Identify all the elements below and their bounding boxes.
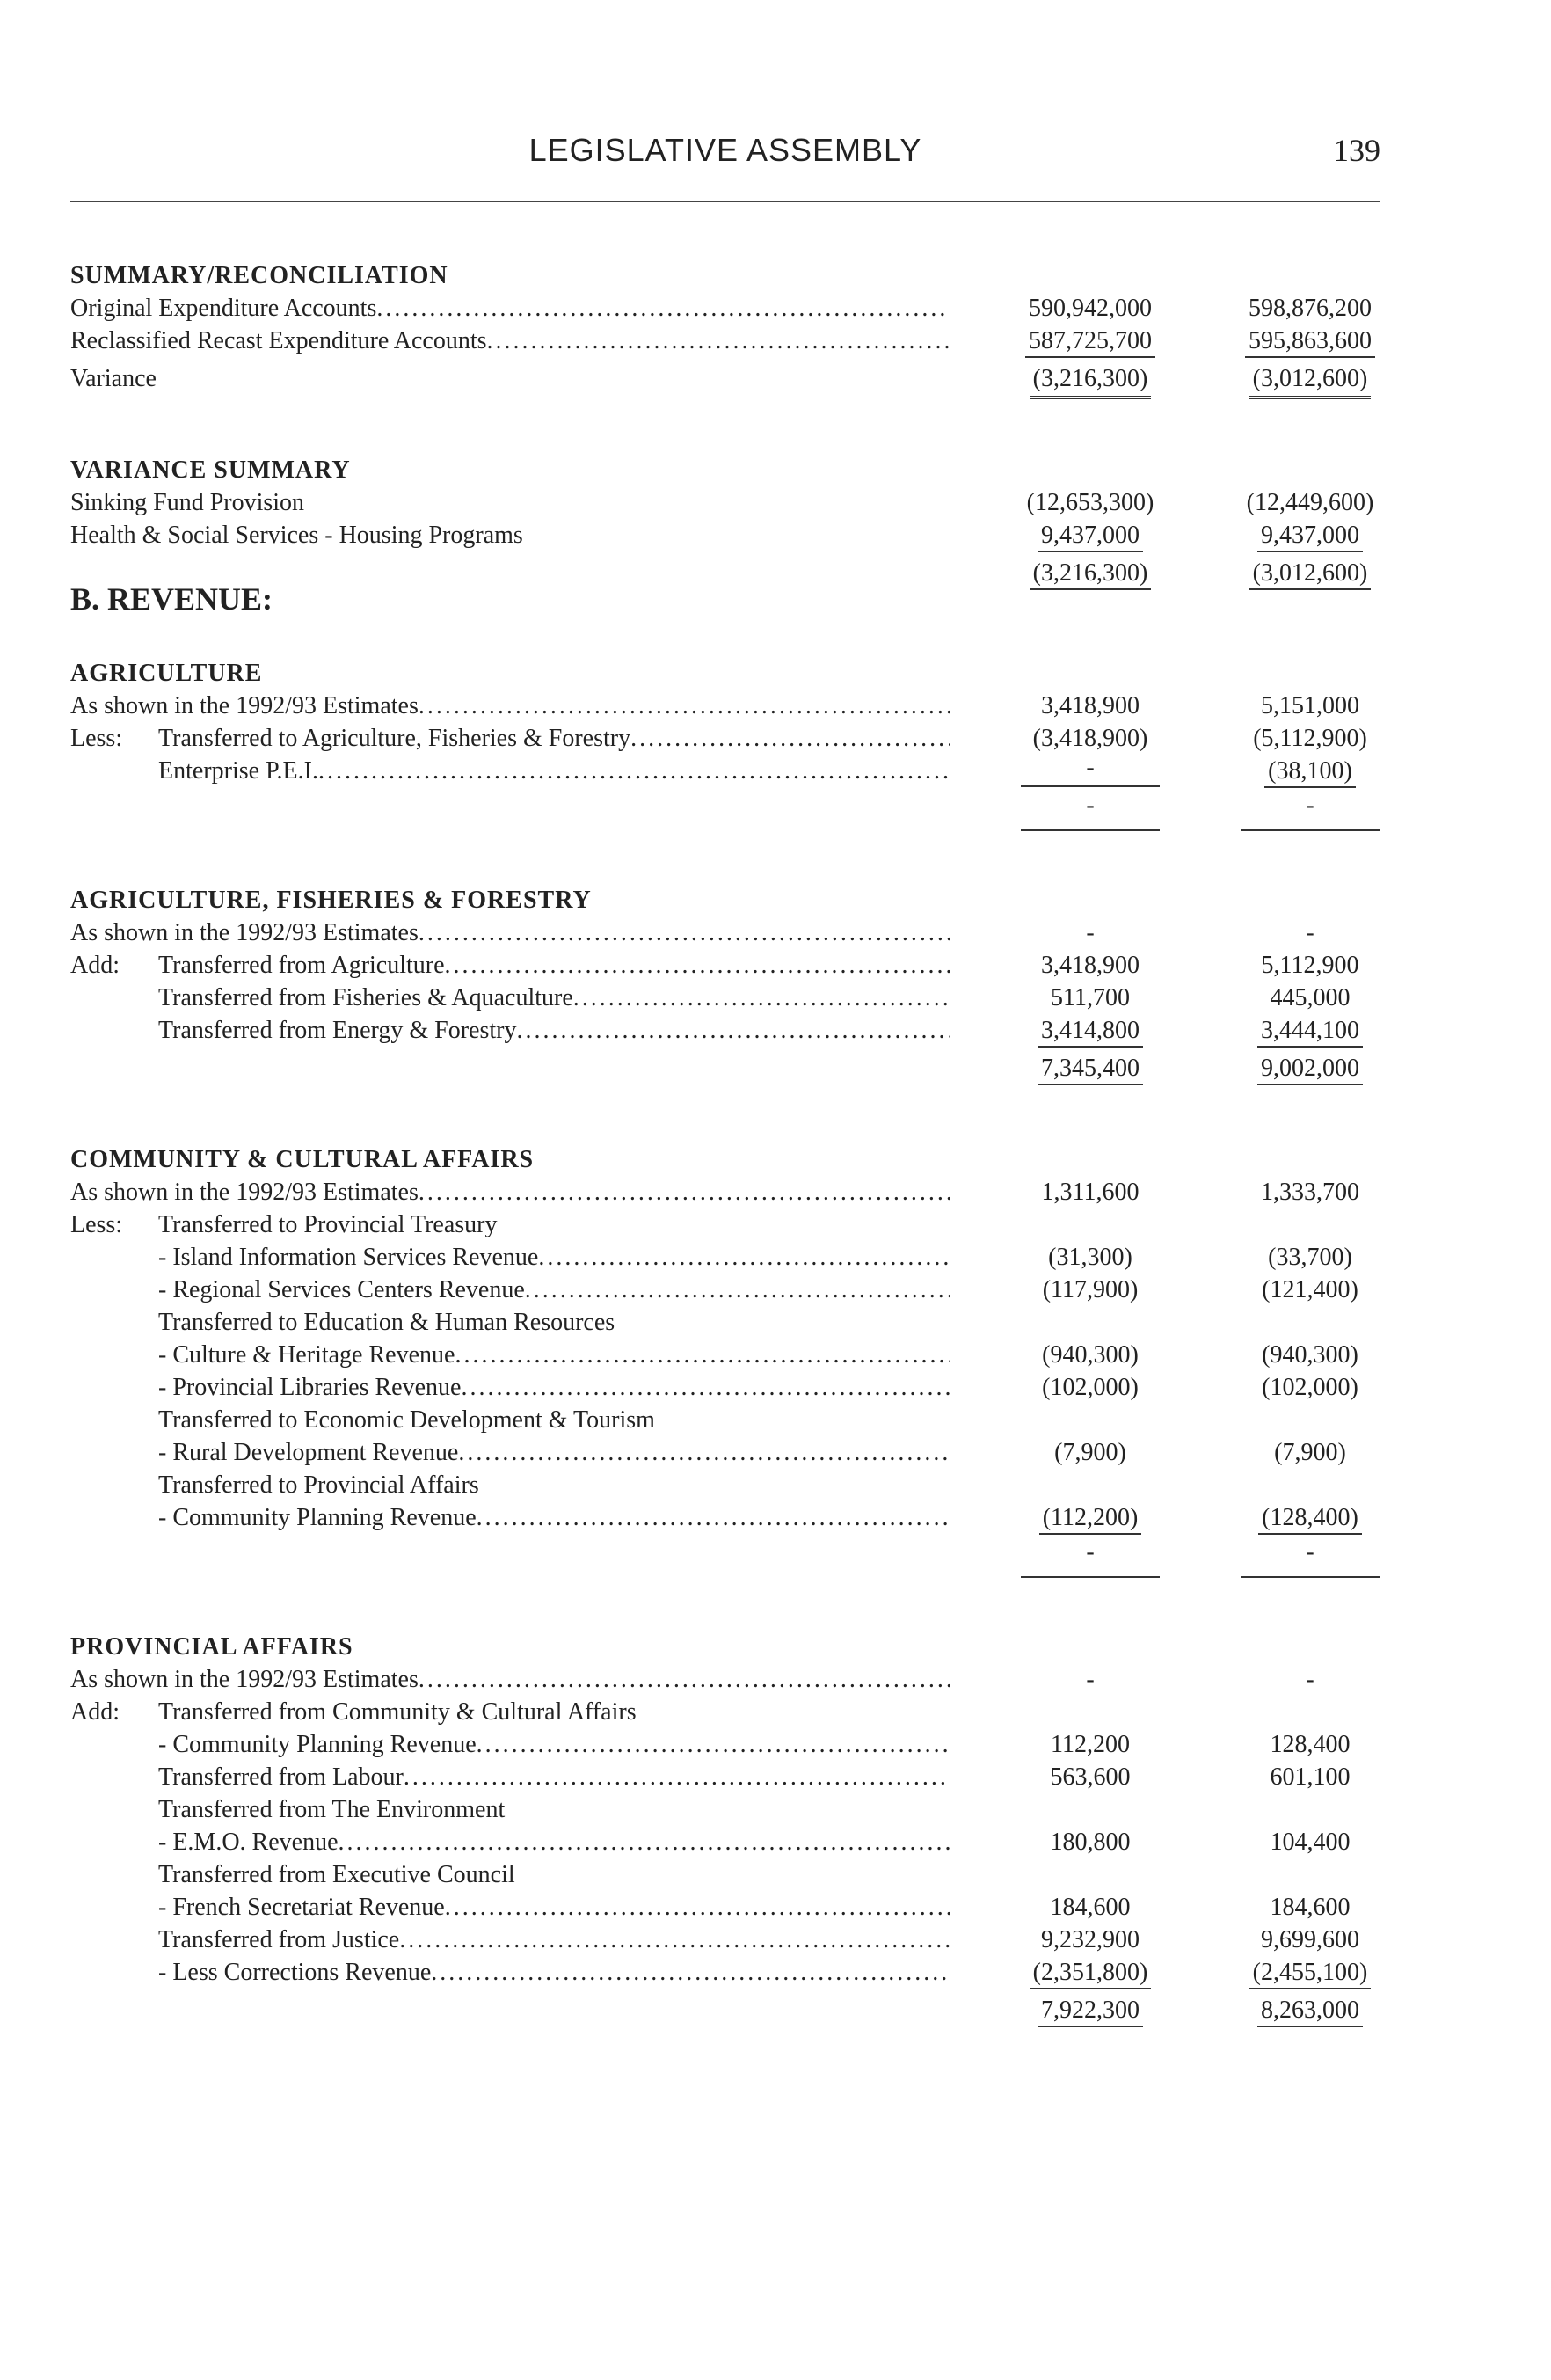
value-a: 563,600 [1050,1763,1131,1791]
content [70,259,1389,2033]
row-label: Variance [70,365,157,392]
total-row [70,1989,1389,2033]
row-label: Transferred from The Environment [158,1796,506,1823]
value-a: - [1011,751,1169,787]
value-b: 9,437,000 [1231,519,1389,551]
table-row [70,292,1389,325]
total-row [70,787,1389,831]
table-row [70,1728,1389,1761]
row-label: Transferred from Community & Cultural Affairs [158,1698,637,1726]
row-label: Enterprise P.E.I. [158,757,318,785]
total-row [70,1534,1389,1578]
row-label: Original Expenditure Accounts [70,295,377,322]
value-b: (940,300) [1262,1341,1358,1369]
row-label: - E.M.O. Revenue [158,1829,339,1856]
table-row [70,916,1389,949]
total-a: - [1011,1530,1169,1578]
value-a: 184,600 [1050,1894,1131,1921]
page-header [70,132,1380,176]
value-a: (117,900) [1042,1276,1139,1303]
table-row [70,1501,1389,1534]
value-b: 128,400 [1270,1731,1351,1758]
value-a: 180,800 [1050,1829,1131,1856]
value-b: - [1306,1666,1314,1693]
section-heading-pa: PROVINCIAL AFFAIRS [70,1633,353,1661]
total-a: 7,345,400 [1011,1047,1169,1091]
table-row [70,1891,1389,1924]
table-row [70,519,1389,551]
value-a: - [1086,1666,1095,1693]
total-a: - [1011,784,1169,831]
total-a: 7,922,300 [1011,1989,1169,2033]
row-prefix: Less: [70,1211,123,1238]
table-row [70,357,1389,401]
row-label: Transferred from Executive Council [158,1861,515,1888]
value-b: (5,112,900) [1253,725,1367,752]
value-a: 3,418,900 [1041,952,1140,979]
value-a: (7,900) [1054,1439,1126,1466]
table-row [70,1241,1389,1274]
row-label: - Island Information Services Revenue [158,1244,539,1271]
value-b: 598,876,200 [1249,295,1372,322]
value-b: (3,012,600) [1231,357,1389,401]
section-heading-aff: AGRICULTURE, FISHERIES & FORESTRY [70,887,592,914]
row-prefix: Add: [70,952,120,979]
value-b: (12,449,600) [1246,489,1374,516]
total-a: (3,216,300) [1011,551,1169,595]
value-a: 1,311,600 [1041,1179,1140,1206]
row-label: Transferred to Agriculture, Fisheries & Forestry [158,725,631,752]
row-label: Sinking Fund Provision [70,489,305,516]
row-label: Transferred from Energy & Forestry [158,1017,517,1044]
value-b: (33,700) [1268,1244,1352,1271]
section-heading-variance: VARIANCE SUMMARY [70,456,351,484]
row-label: Transferred from Fisheries & Aquaculture [158,984,573,1011]
table-row [70,949,1389,982]
total-row [70,1047,1389,1091]
table-row [70,486,1389,519]
value-a: 587,725,700 [1011,325,1169,357]
row-label: As shown in the 1992/93 Estimates [70,1179,419,1206]
section-heading-agriculture: AGRICULTURE [70,660,263,687]
value-b: 184,600 [1270,1894,1351,1921]
value-a: (31,300) [1048,1244,1132,1271]
table-row [70,1826,1389,1858]
value-a: (12,653,300) [1026,489,1154,516]
value-b: 445,000 [1270,984,1351,1011]
table-row [70,1176,1389,1208]
row-prefix: Less: [70,725,123,752]
value-b: - [1306,919,1314,946]
row-label: - Rural Development Revenue [158,1439,459,1466]
value-a: 3,414,800 [1011,1014,1169,1047]
value-a: (3,418,900) [1032,725,1148,752]
row-label: Transferred to Provincial Affairs [158,1471,479,1499]
page-title: LEGISLATIVE ASSEMBLY [528,132,922,168]
row-label: - Less Corrections Revenue [158,1959,432,1986]
header-rule [70,201,1380,202]
value-b: (7,900) [1274,1439,1346,1466]
row-label: Transferred to Provincial Treasury [158,1211,498,1238]
value-a: 9,232,900 [1041,1926,1140,1953]
value-a: 9,437,000 [1011,519,1169,551]
table-row [70,755,1389,787]
page-number: 139 [1333,133,1380,168]
total-b: 8,263,000 [1231,1989,1389,2033]
row-label: Transferred to Education & Human Resources [158,1309,615,1336]
table-row [70,1696,1389,1728]
value-a: (102,000) [1042,1374,1139,1401]
table-row [70,1858,1389,1891]
row-label: Transferred from Agriculture [158,952,445,979]
value-a: - [1086,919,1095,946]
value-b: (38,100) [1231,755,1389,787]
row-prefix: Add: [70,1698,120,1726]
value-a: (112,200) [1011,1501,1169,1534]
total-b: (3,012,600) [1231,551,1389,595]
table-row [70,690,1389,722]
row-label: Reclassified Recast Expenditure Accounts [70,327,487,354]
table-row [70,1339,1389,1371]
value-a: (2,351,800) [1011,1956,1169,1989]
row-label: As shown in the 1992/93 Estimates [70,919,419,946]
value-a: 3,418,900 [1041,692,1140,719]
table-row [70,1274,1389,1306]
table-row [70,1924,1389,1956]
value-a: 112,200 [1051,1731,1130,1758]
row-label: As shown in the 1992/93 Estimates [70,1666,419,1693]
value-b: 9,699,600 [1261,1926,1359,1953]
row-label: - Community Planning Revenue [158,1731,477,1758]
total-b: 9,002,000 [1231,1047,1389,1091]
row-label: - Community Planning Revenue [158,1504,477,1531]
table-row [70,982,1389,1014]
value-b: 3,444,100 [1231,1014,1389,1047]
table-row [70,1208,1389,1241]
value-b: 601,100 [1270,1763,1351,1791]
value-b: 104,400 [1270,1829,1351,1856]
table-row [70,1761,1389,1793]
row-label: - Provincial Libraries Revenue [158,1374,462,1401]
row-label: Transferred from Justice [158,1926,400,1953]
total-b: - [1231,1530,1389,1578]
table-row [70,325,1389,357]
value-b: (121,400) [1262,1276,1358,1303]
table-row [70,722,1389,755]
row-label: - French Secretariat Revenue [158,1894,445,1921]
table-row [70,1306,1389,1339]
value-b: 595,863,600 [1231,325,1389,357]
value-b: (2,455,100) [1231,1956,1389,1989]
value-a: 511,700 [1051,984,1130,1011]
table-row [70,1436,1389,1469]
section-heading-cca: COMMUNITY & CULTURAL AFFAIRS [70,1146,535,1173]
table-row [70,1663,1389,1696]
total-b: - [1231,784,1389,831]
value-b: (128,400) [1231,1501,1389,1534]
row-label: As shown in the 1992/93 Estimates [70,692,419,719]
table-row [70,1793,1389,1826]
row-label: - Regional Services Centers Revenue [158,1276,525,1303]
table-row [70,1014,1389,1047]
table-row [70,1404,1389,1436]
value-b: 1,333,700 [1261,1179,1359,1206]
revenue-heading: B. REVENUE: [70,581,273,617]
value-b: 5,112,900 [1261,952,1359,979]
value-b: (102,000) [1262,1374,1358,1401]
value-a: 590,942,000 [1029,295,1152,322]
row-label: - Culture & Heritage Revenue [158,1341,455,1369]
table-row [70,1956,1389,1989]
row-label: Transferred to Economic Development & Tourism [158,1406,655,1434]
table-row [70,1469,1389,1501]
table-row [70,1371,1389,1404]
value-a: (940,300) [1042,1341,1139,1369]
row-label: Health & Social Services - Housing Programs [70,522,523,549]
value-a: (3,216,300) [1011,357,1169,401]
row-label: Transferred from Labour [158,1763,404,1791]
section-heading-summary: SUMMARY/RECONCILIATION [70,262,448,289]
value-b: 5,151,000 [1261,692,1359,719]
